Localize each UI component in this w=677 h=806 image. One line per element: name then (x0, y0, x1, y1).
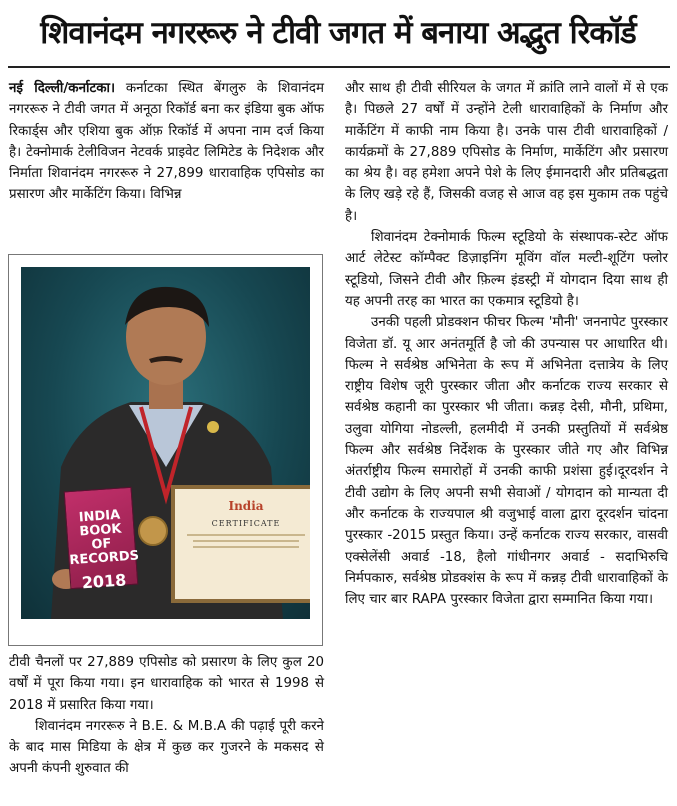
left-bottom-paragraph: शिवानंदम नगररूरु ने B.E. & M.B.A की पढ़ाई पूरी करने के बाद मास मिडिया के क्षेत्र में कुछ कर गुजरने के मकसद से अपनी कंपनी शुरुवात की (9, 718, 324, 777)
photo-frame (8, 254, 323, 646)
certificate-line (193, 540, 299, 542)
certificate-logo: India (228, 499, 264, 513)
right-column (345, 78, 668, 610)
certificate-title: CERTIFICATE (211, 519, 281, 528)
certificate-line (187, 534, 305, 536)
headline-rule (8, 66, 670, 68)
book-year: 2018 (81, 570, 127, 593)
headline: शिवानंदम नगररूरु ने टीवी जगत में बनाया अद्भुत रिकॉर्ड (40, 15, 636, 51)
certificate-line (193, 546, 299, 548)
right-paragraph: और साथ ही टीवी सीरियल के जगत में क्रांति लाने वालों में से एक है। पिछले 27 वर्षों में उन्होंने टेली धारावाहिकों के निर्माण और मार्केटिंग में काफी नाम किया है। उनके पास टीवी धारावाहिकों / कार्यक्रमों के 27,889 एपिसोड के निर्माण, मार्केटिंग और प्रसारण का श्रेय है। वह हमेशा अपने पेशे के लिए ईमानदारी और प्रतिबद्धता के लिए खड़े रहे हैं, जिसकी वजह से आज वह इस मुकाम तक पहुंचे है। (345, 81, 668, 224)
award-photo (21, 267, 310, 619)
left-column-bottom (9, 652, 324, 780)
left-bottom-paragraph: टीवी चैनलों पर 27,889 एपिसोड को प्रसारण के लिए कुल 20 वर्षों में पूरा किया गया। इन धारावाहिक को भारत से 1998 से 2018 में प्रसारित किया गया। (9, 655, 324, 713)
right-paragraph: उनकी पहली प्रोडक्शन फीचर फिल्म 'मौनी' जननापेट पुरस्कार विजेता डॉ. यू आर अनंतमूर्ति है जो की उपन्यास पर आधारित थी। फिल्म ने सर्वश्रेष्ठ अभिनेता के रूप में अभिनेता दत्तात्रेय के लिए राष्ट्रीय विशेष जूरी पुरस्कार जीता और कर्नाटक राज्य सरकार से सर्वश्रेष्ठ कहानी का पुरस्कार भी जीता। कन्नड़ देसी, मौनी, प्रथिमा, उलुवा योगिया नोडल्ली, हलमीदी में उनकी प्रस्तुतियों में सर्वश्रेष्ठ फिल्म और सर्वश्रेष्ठ निर्देशक के पुरस्कार जीते गए और विभिन्न अंतर्राष्ट्रीय फिल्म समारोहों में उनकी काफी प्रशंसा हुई।दूरदर्शन ने टीवी उद्योग के लिए अपनी सभी सेवाओं / योगदान को मान्यता दी और कर्नाटक के राज्यपाल श्री वजुभाई वाला द्वारा दूरदर्शन चांदना पुरस्कार -2015 प्रस्तुत किया। उन्हें कर्नाटक राज्य सरकार, वासवी एक्सेलेंसी अवार्ड -18, हैलो गांधीनगर अवार्ड - सदाभिरुचि निर्मपकारु, सर्वश्रेष्ठ प्रोडक्शंस के रूप में कन्नड़ टीवी धारावाहिकों के लिए चार बार RAPA पुरस्कार विजेता द्वारा सम्मानित किया गया। (345, 315, 668, 608)
record-book (64, 487, 140, 593)
left-top-text: कर्नाटका स्थित बेंगलुरु के शिवानंदम नगररूरु ने टीवी जगत में अनूठा रिकॉर्ड बना कर इंडिया बुक ऑफ रिकार्ड्स और एशिया बुक ऑफ़ रिकॉर्ड में अपना नाम दर्ज किया है। टेक्नोमार्क टेलीविजन नेटवर्क प्राइवेट लिमिटेड के निदेशक और निर्माता शिवानंदम नगररूरु ने 27,899 धारावाहिक एपिसोड का प्रसारण और मार्केटिंग किया। विभिन्न (9, 81, 325, 203)
left-top-paragraph (9, 78, 324, 206)
certificate (171, 485, 310, 603)
dateline: नई दिल्ली/कर्नाटका। (9, 81, 116, 96)
book-title: INDIA BOOK OF RECORDS (68, 507, 140, 569)
left-column-top (9, 78, 324, 206)
right-paragraph: शिवानंदम टेक्नोमार्क फिल्म स्टूडियो के संस्थापक-स्टेट ऑफ आर्ट लेटेस्ट कॉम्पैक्ट डिज़ाइनिंग मूविंग वॉल मल्टी-शूटिंग फ्लोर स्टूडियो, जिसने टीवी और फ़िल्म इंडस्ट्री में योगदान दिया साथ ही यह अपनी तरह का भारत का एकमात्र स्टूडियो है। (345, 230, 668, 309)
